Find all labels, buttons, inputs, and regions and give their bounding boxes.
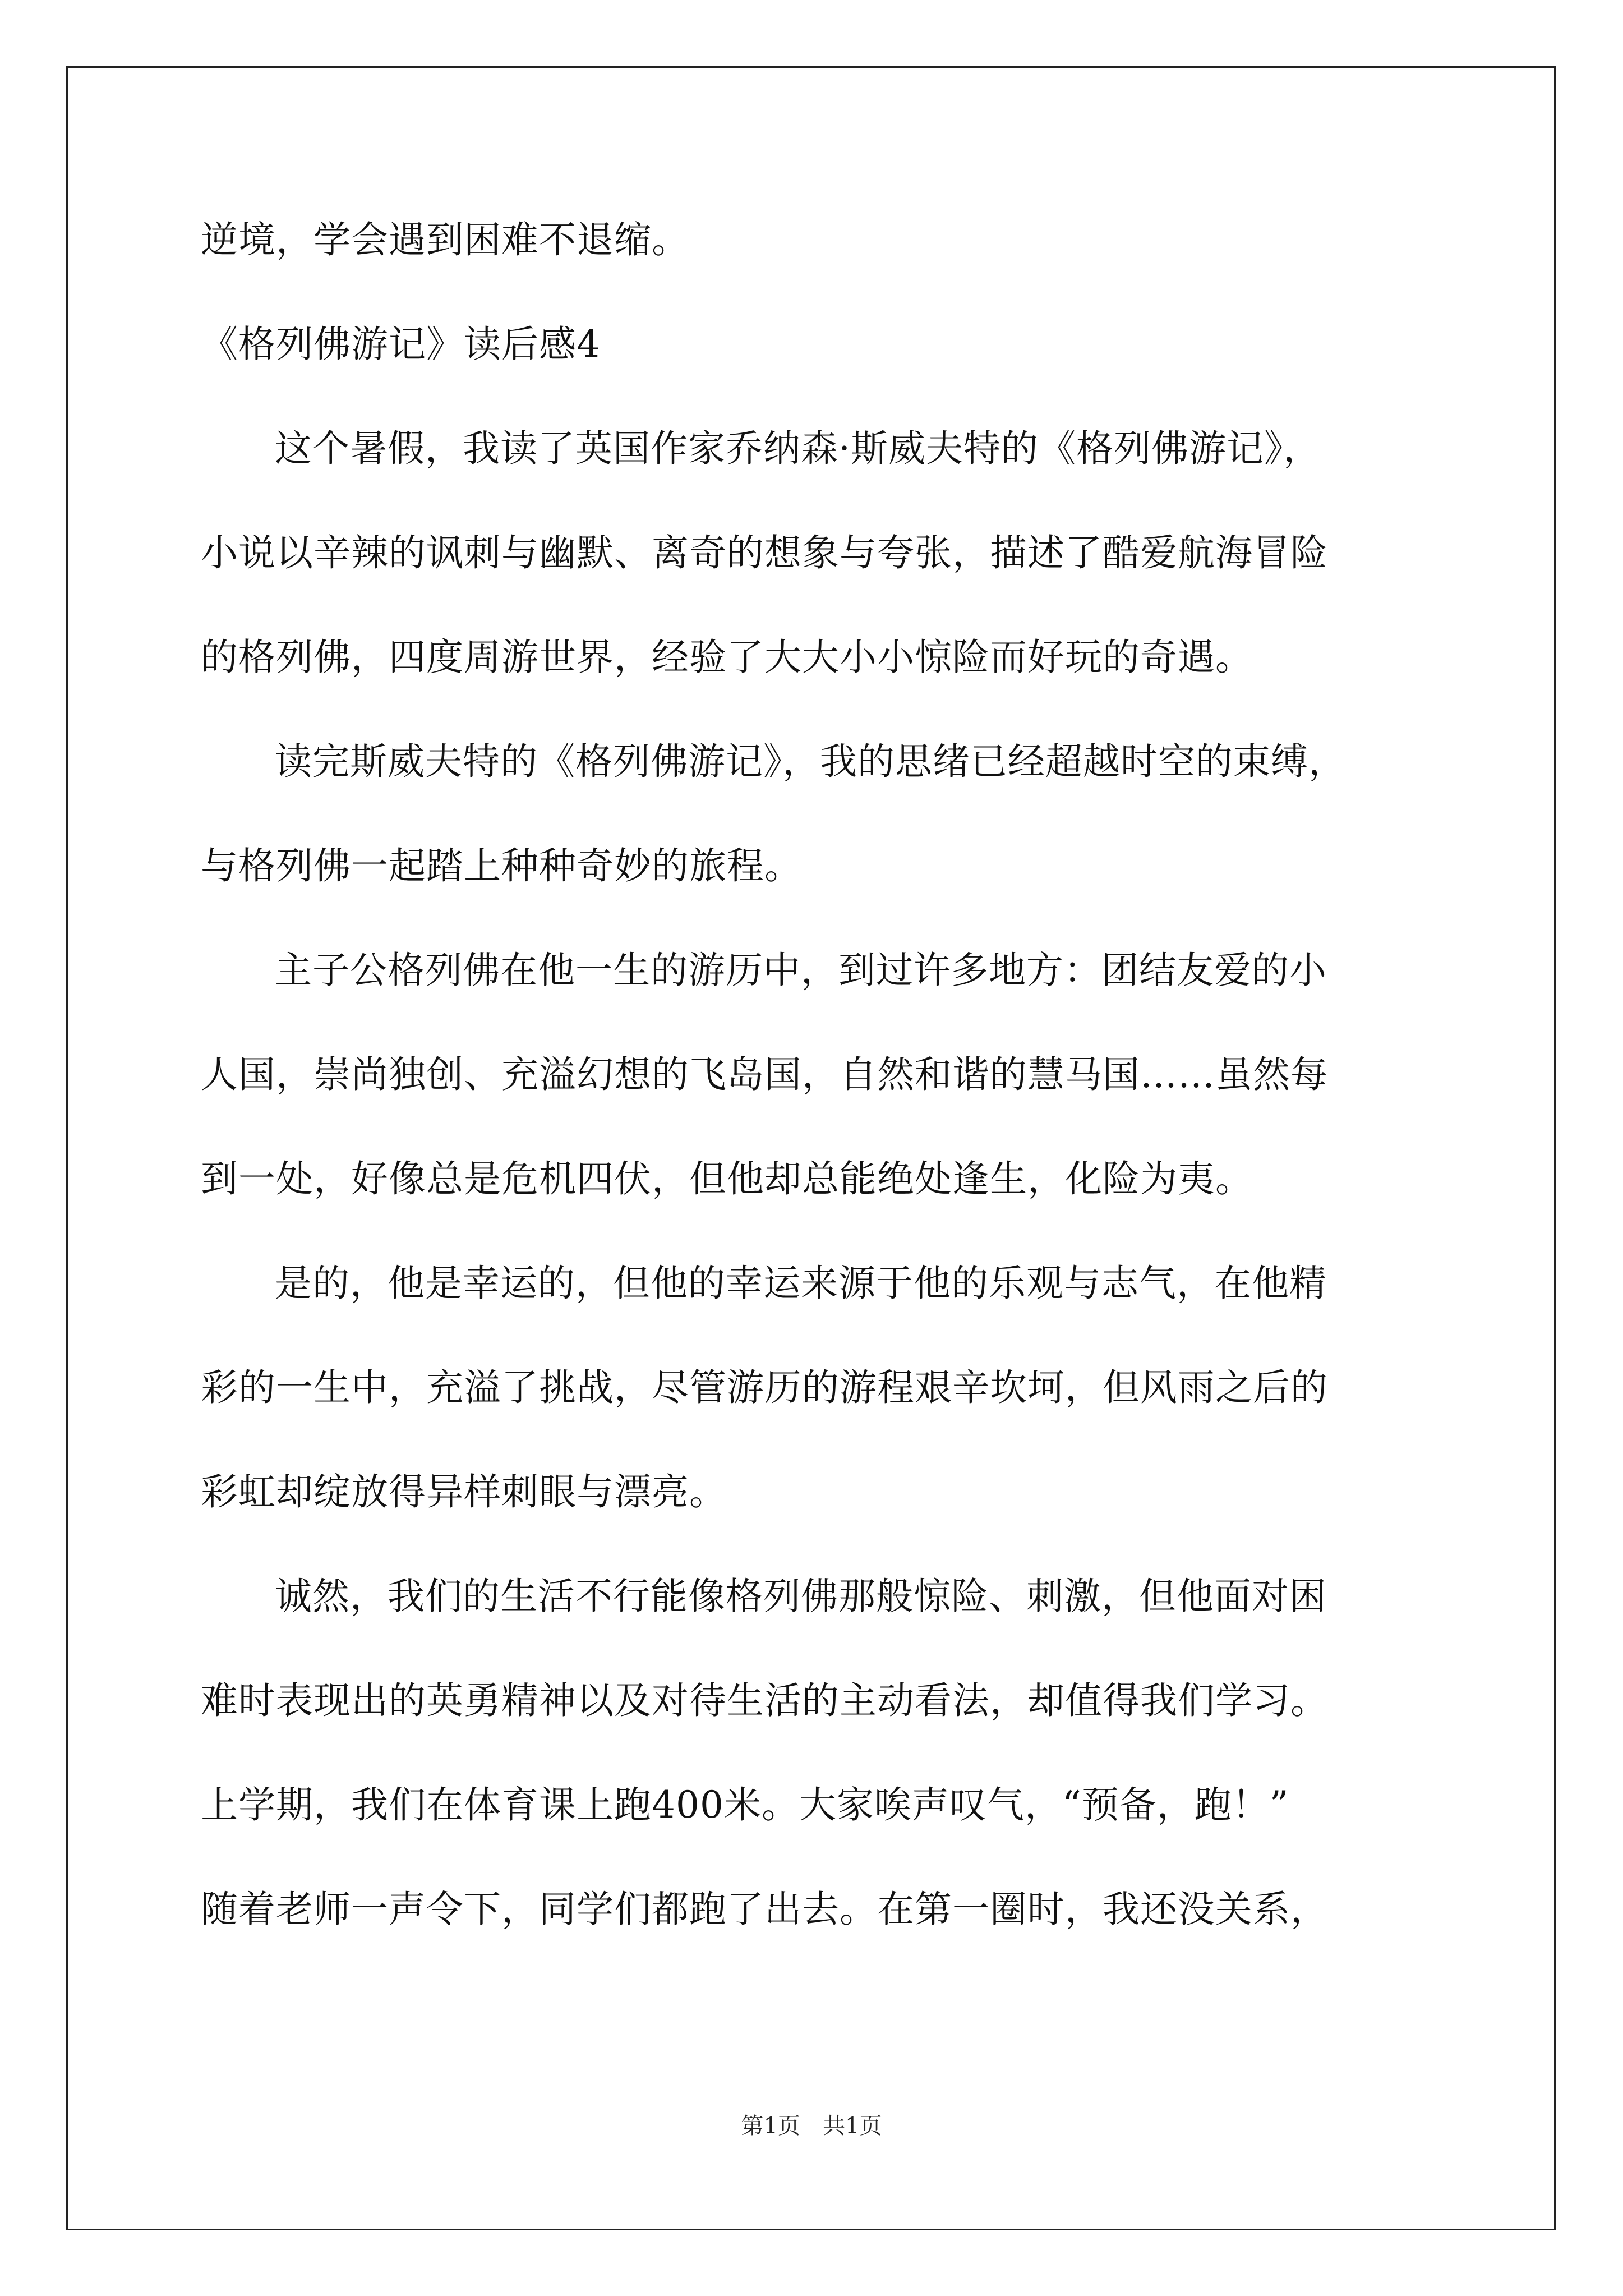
text-line: 小说以辛辣的讽刺与幽默、离奇的想象与夸张，描述了酷爱航海冒险 (201, 531, 1328, 574)
text-line: 逆境，学会遇到困难不退缩。 (201, 218, 689, 261)
text-line: 到一处，好像总是危机四伏，但他却总能绝处逢生，化险为夷。 (201, 1157, 1253, 1200)
text-line: 随着老师一声令下，同学们都跑了出去。在第一圈时，我还没关系， (201, 1888, 1328, 1931)
text-line: 上学期，我们在体育课上跑400米。大家唉声叹气，“预备，跑！” (201, 1783, 1289, 1826)
page-footer: 第1页 共1页 (741, 2113, 882, 2139)
text-line: 读完斯威夫特的《格列佛游记》，我的思绪已经超越时空的束缚， (275, 740, 1346, 783)
section-heading: 《格列佛游记》读后感4 (201, 323, 601, 366)
text-line: 这个暑假，我读了英国作家乔纳森·斯威夫特的《格列佛游记》， (275, 427, 1321, 470)
text-line: 是的，他是幸运的，但他的幸运来源于他的乐观与志气，在他精 (275, 1262, 1327, 1305)
text-line: 诚然，我们的生活不行能像格列佛那般惊险、刺激，但他面对困 (275, 1575, 1327, 1618)
text-line: 彩虹却绽放得异样刺眼与漂亮。 (201, 1470, 727, 1513)
document-body (201, 213, 1440, 1987)
text-line: 与格列佛一起踏上种种奇妙的旅程。 (201, 844, 802, 887)
text-line: 主子公格列佛在他一生的游历中，到过许多地方：团结友爱的小 (275, 949, 1327, 992)
text-line: 人国，崇尚独创、充溢幻想的飞岛国，自然和谐的慧马国……虽然每 (201, 1053, 1328, 1096)
text-line: 的格列佛，四度周游世界，经验了大大小小惊险而好玩的奇遇。 (201, 636, 1253, 679)
text-line: 彩的一生中，充溢了挑战，尽管游历的游程艰辛坎坷，但风雨之后的 (201, 1366, 1328, 1409)
text-line: 难时表现出的英勇精神以及对待生活的主动看法，却值得我们学习。 (201, 1679, 1328, 1722)
